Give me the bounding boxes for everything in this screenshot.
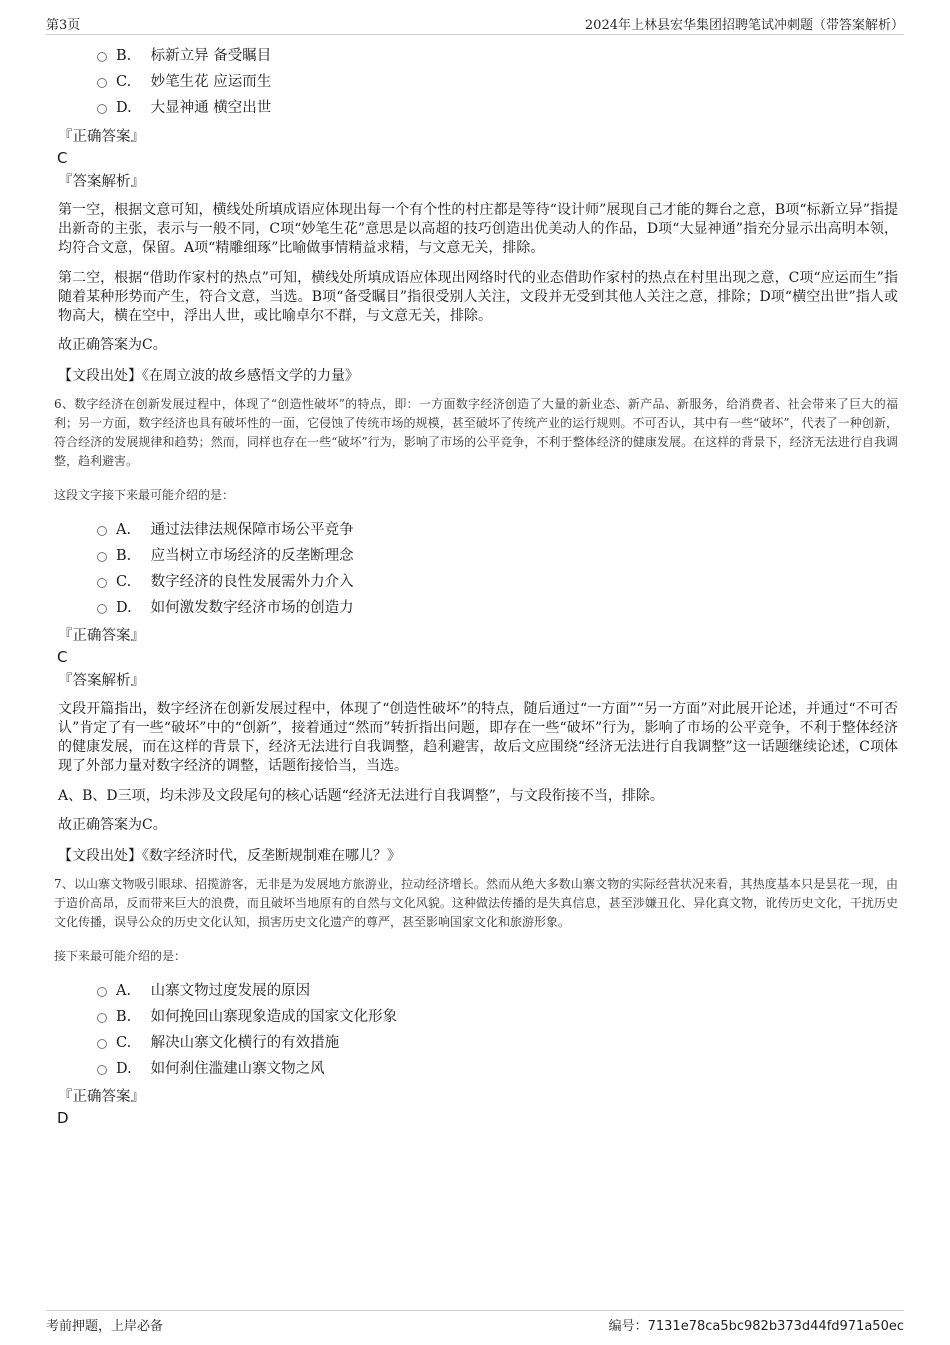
document-title: 2024年上林县宏华集团招聘笔试冲刺题（带答案解析） xyxy=(584,18,904,33)
radio-icon[interactable] xyxy=(97,987,107,997)
q6-options xyxy=(56,517,898,621)
q6-option-b[interactable] xyxy=(56,543,898,569)
analysis-paragraph: 第一空，根据文意可知，横线处所填成语应体现出每一个有个性的村庄都是等待“设计师”展现自己才能的舞台之意，B项“标新立异”指提出新奇的主张，表示与一般不同，C项“妙笔生花”意思是以高超的技巧创造出优美动人的作品，D项“大显神通”指充分显示出高明本领，均符合文意，保留。A项“精雕细琢”比喻做事情精益求精，与文意无关，排除。 xyxy=(58,202,898,256)
option-text: 如何刹住滥建山寨文物之风 xyxy=(150,1061,325,1077)
analysis-label: 『答案解析』 xyxy=(58,174,145,190)
answer-label: 『正确答案』 xyxy=(58,129,145,145)
source-citation: 【文段出处】《在周立波的故乡感悟文学的力量》 xyxy=(58,368,359,384)
option-letter: B. xyxy=(116,1009,132,1025)
option-letter: A. xyxy=(116,522,132,538)
radio-icon[interactable] xyxy=(97,78,107,88)
option-text: 如何挽回山寨现象造成的国家文化形象 xyxy=(150,1009,398,1025)
analysis-label: 『答案解析』 xyxy=(58,673,145,689)
option-text: 如何激发数字经济市场的创造力 xyxy=(150,600,354,616)
radio-icon[interactable] xyxy=(97,104,107,114)
option-text: 标新立异 备受瞩目 xyxy=(150,48,272,64)
option-letter: A. xyxy=(116,983,132,999)
option-text: 妙笔生花 应运而生 xyxy=(150,74,272,90)
radio-icon[interactable] xyxy=(97,526,107,536)
q5-option-c[interactable] xyxy=(56,69,898,95)
radio-icon[interactable] xyxy=(97,52,107,62)
radio-icon[interactable] xyxy=(97,1039,107,1049)
question-text: 7、以山寨文物吸引眼球、招揽游客，无非是为发展地方旅游业，拉动经济增长。然而从绝大多数山寨文物的实际经营状况来看，其热度基本只是昙花一现，由于造价高昂，反而带来巨大的浪费，而且破坏当地原有的自然与文化风貌。这种做法传播的是失真信息，甚至涉嫌丑化、异化真文物，讹传历史文化，干扰历史文化传播，误导公众的历史文化认知，损害历史文化遗产的尊严，甚至影响国家文化和旅游形象。 xyxy=(54,877,898,929)
option-letter: C. xyxy=(116,74,132,90)
page-number: 第3页 xyxy=(46,18,81,33)
option-text: 数字经济的良性发展需外力介入 xyxy=(150,574,354,590)
question-text: 6、数字经济在创新发展过程中，体现了“创造性破坏”的特点，即：一方面数字经济创造了大量的新业态、新产品、新服务，给消费者、社会带来了巨大的福利；另一方面，数字经济也具有破坏性的一面，它侵蚀了传统市场的规模，甚至破坏了传统产业的运行规则。不可否认，其中有一些“破坏”，代表了一种创新，符合经济的发展规律和趋势；然而，同样也存在一些“破坏”行为，影响了市场的公平竞争，不利于整体经济的健康发展。在这样的背景下，经济无法进行自我调整，趋利避害。 xyxy=(54,397,898,468)
option-letter: D. xyxy=(116,100,132,116)
radio-icon[interactable] xyxy=(97,578,107,588)
footer-slogan: 考前押题，上岸必备 xyxy=(46,1319,164,1334)
answer-value: D xyxy=(57,1109,69,1127)
main-content xyxy=(56,40,898,1128)
option-letter: D. xyxy=(116,600,132,616)
option-text: 通过法律法规保障市场公平竞争 xyxy=(150,522,354,538)
radio-icon[interactable] xyxy=(97,1065,107,1075)
q6-option-a[interactable] xyxy=(56,517,898,543)
answer-label: 『正确答案』 xyxy=(58,1089,145,1105)
analysis-paragraph: 第二空，根据“借助作家村的热点”可知，横线处所填成语应体现出网络时代的业态借助作家村的热点在村里出现之意，C项“应运而生”指随着某种形势而产生，符合文意，当选。B项“备受瞩目”指很受别人关注，文段并无受到其他人关注之意，排除；D项“横空出世”指人或物高大，横在空中，浮出人世，或比喻卓尔不群，与文意无关，排除。 xyxy=(58,270,898,324)
document-id: 编号：7131e78ca5bc982b373d44fd971a50ec xyxy=(608,1319,904,1334)
q7-option-a[interactable] xyxy=(56,978,898,1004)
q6-option-c[interactable] xyxy=(56,569,898,595)
answer-value: C xyxy=(57,149,68,167)
q5-options xyxy=(56,43,898,121)
option-letter: C. xyxy=(116,1035,132,1051)
option-letter: B. xyxy=(116,548,132,564)
q6-option-d[interactable] xyxy=(56,595,898,621)
option-letter: C. xyxy=(116,574,132,590)
analysis-paragraph: 文段开篇指出，数字经济在创新发展过程中，体现了“创造性破坏”的特点，随后通过“一方面”“另一方面”对此展开论述，并通过“不可否认”肯定了有一些“破坏”中的“创新”，接着通过“然而”转折指出问题，即存在一些“破坏”行为，影响了市场的公平竞争，不利于整体经济的健康发展，而在这样的背景下，经济无法进行自我调整，趋利避害，故后文应围绕“经济无法进行自我调整”这一话题继续论述，C项体现了外部力量对数字经济的调整，话题衔接恰当，当选。 xyxy=(58,701,898,774)
radio-icon[interactable] xyxy=(97,1013,107,1023)
q5-option-b[interactable] xyxy=(56,43,898,69)
option-letter: D. xyxy=(116,1061,132,1077)
option-text: 解决山寨文化横行的有效措施 xyxy=(150,1035,340,1051)
radio-icon[interactable] xyxy=(97,604,107,614)
q7-options xyxy=(56,978,898,1082)
q7-option-b[interactable] xyxy=(56,1004,898,1030)
analysis-paragraph: A、B、D三项，均未涉及文段尾句的核心话题“经济无法进行自我调整”，与文段衔接不当，排除。 xyxy=(58,788,664,804)
page-footer xyxy=(46,1310,904,1335)
question-prompt: 这段文字接下来最可能介绍的是： xyxy=(54,488,235,502)
source-citation: 【文段出处】《数字经济时代，反垄断规制难在哪儿？》 xyxy=(58,848,401,864)
radio-icon[interactable] xyxy=(97,552,107,562)
answer-value: C xyxy=(57,648,68,666)
analysis-conclusion: 故正确答案为C。 xyxy=(58,817,167,833)
option-text: 山寨文物过度发展的原因 xyxy=(150,983,311,999)
q7-option-c[interactable] xyxy=(56,1030,898,1056)
q5-option-d[interactable] xyxy=(56,95,898,121)
q7-option-d[interactable] xyxy=(56,1056,898,1082)
question-prompt: 接下来最可能介绍的是： xyxy=(54,949,187,963)
option-text: 大显神通 横空出世 xyxy=(150,100,272,116)
page-header xyxy=(46,14,904,35)
option-letter: B. xyxy=(116,48,132,64)
analysis-conclusion: 故正确答案为C。 xyxy=(58,337,167,353)
answer-label: 『正确答案』 xyxy=(58,628,145,644)
option-text: 应当树立市场经济的反垄断理念 xyxy=(150,548,354,564)
